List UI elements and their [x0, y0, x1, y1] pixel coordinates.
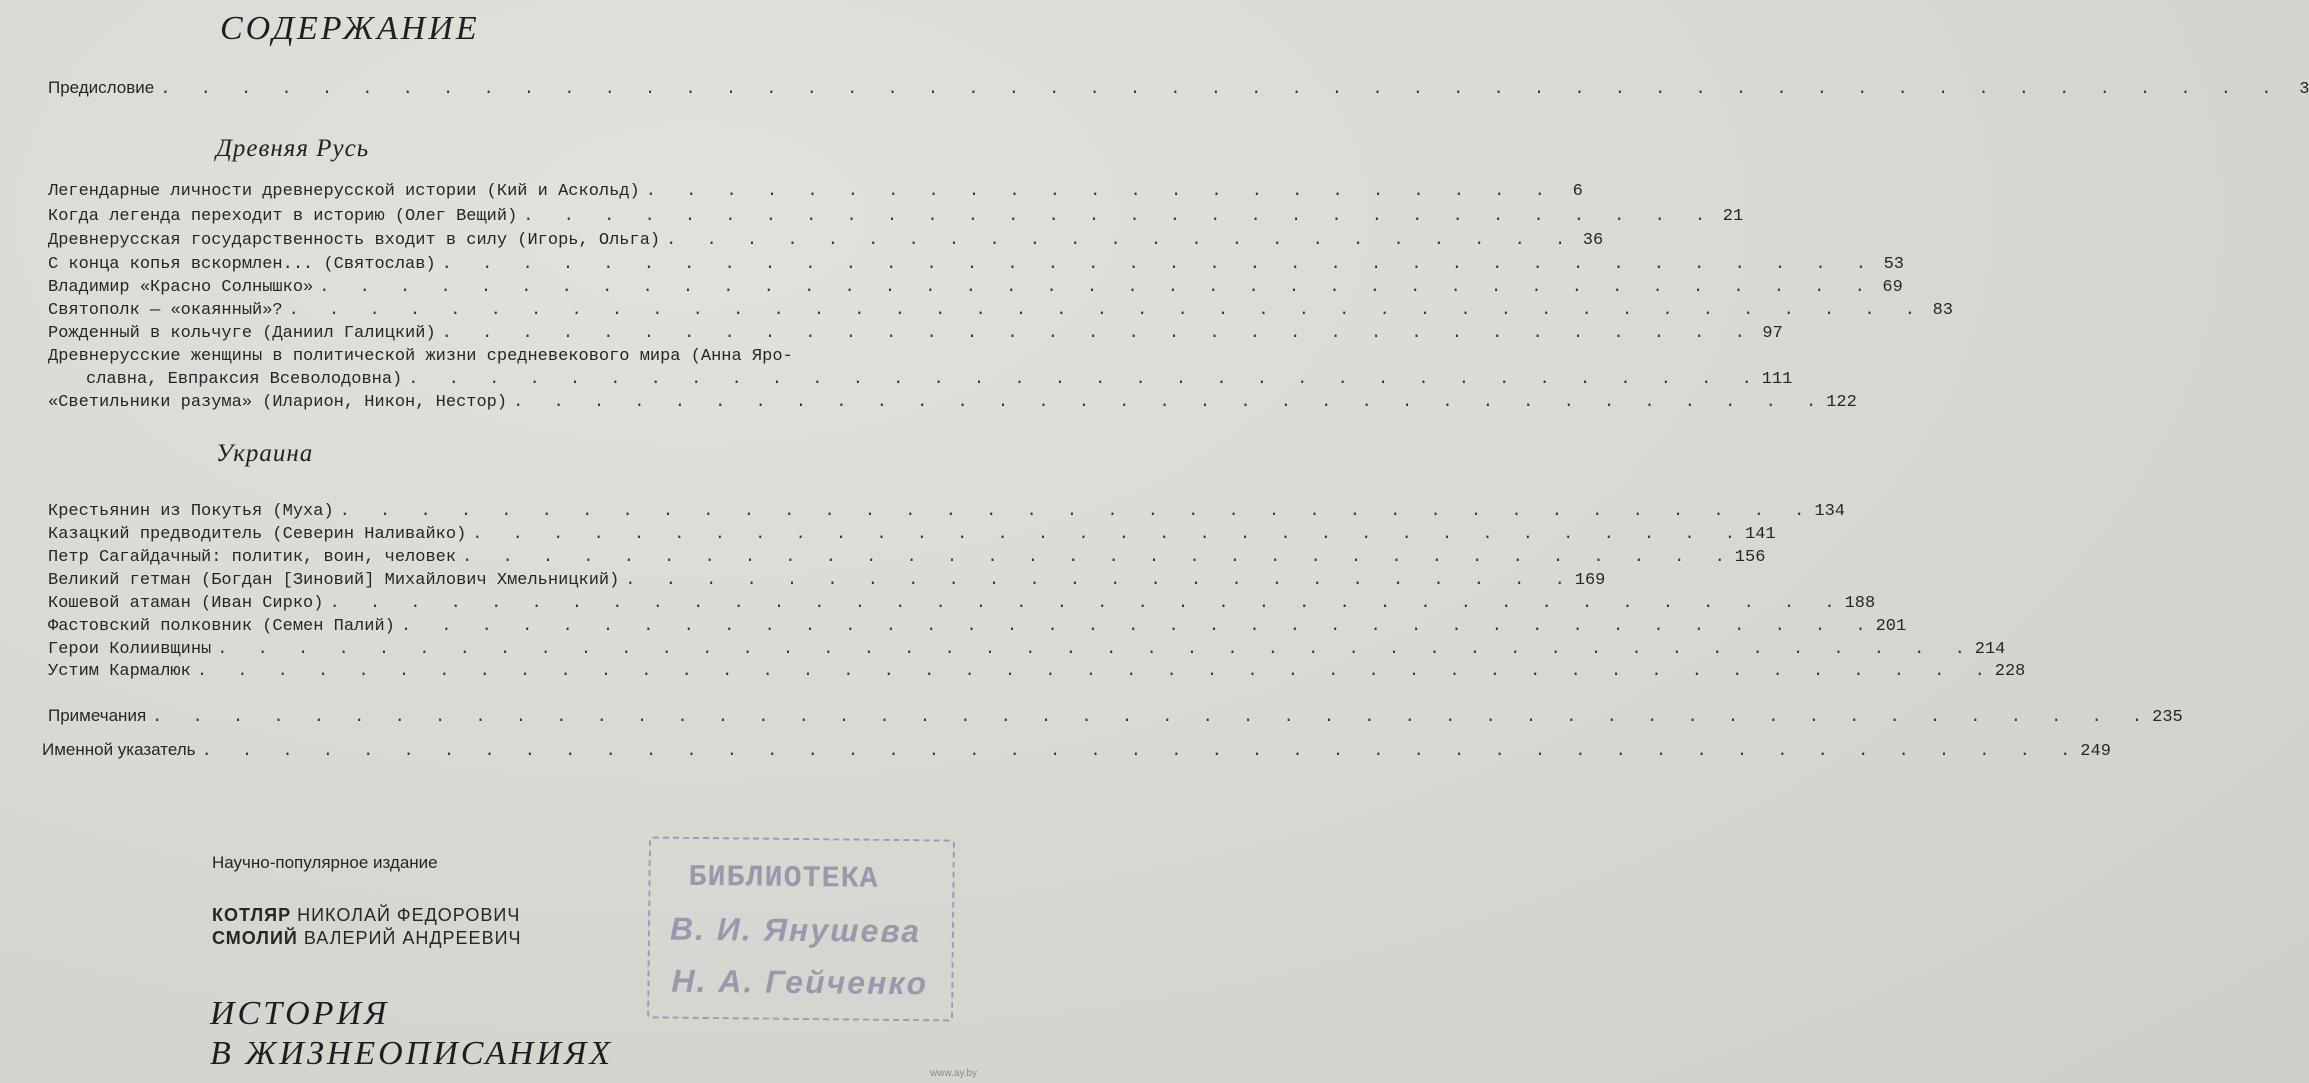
leader-dots: . . . . . . . . . . . . . . . . . . . . . . . . . . . . . . . . . .: [408, 370, 1762, 389]
toc-entry: [48, 278, 1903, 300]
entry-title: Предисловие: [48, 78, 155, 97]
entry-page: 53: [1883, 255, 1904, 274]
entry-title: Владимир «Красно Солнышко»: [48, 278, 314, 297]
book-title-line2: В ЖИЗНЕОПИСАНИЯХ: [210, 1035, 614, 1072]
watermark: www.ay.by: [930, 1068, 978, 1079]
entry-title: Устим Кармалюк: [48, 662, 191, 681]
entry-title: Крестьянин из Покутья (Муха): [48, 502, 334, 521]
toc-entry: [48, 255, 1904, 277]
entry-title: С конца копья вскормлен... (Святослав): [48, 255, 436, 274]
entry-page: 36: [1582, 231, 1604, 250]
entry-title: Рожденный в кольчуге (Даниил Галицкий): [48, 324, 436, 343]
toc-entry: [48, 525, 1776, 547]
toc-entry: [48, 502, 1845, 524]
leader-dots: . . . . . . . . . . . . . . . . . . . . . . . . . . . . . . . . . . . . . .: [329, 594, 1845, 613]
entry-page: 69: [1882, 278, 1903, 297]
entry-title: Фастовский полковник (Семен Палий): [48, 617, 395, 636]
entry-title: Казацкий предводитель (Северин Наливайко): [48, 525, 467, 544]
entry-page: 249: [2080, 742, 2111, 761]
entry-title: Петр Сагайдачный: политик, воин, человек: [48, 548, 457, 567]
toc-entry: [86, 370, 1793, 392]
entry-title: Примечания: [48, 706, 147, 725]
toc-entry: [48, 548, 1766, 570]
toc-entry: [48, 182, 1583, 204]
author-1-surname: КОТЛЯР: [212, 905, 292, 925]
toc-entry: [48, 640, 2006, 662]
author-2: [212, 928, 522, 949]
entry-title: Древнерусская государственность входит в силу (Игорь, Ольга): [48, 231, 661, 250]
leader-dots: . . . . . . . . . . . . . . . . . . . . . . .: [645, 182, 1555, 201]
section-heading-ukraine: Украина: [216, 440, 314, 467]
leader-dots: . . . . . . . . . . . . . . . . . . . . . . . . . . . . . . . . . . . . . . .: [319, 278, 1875, 297]
entry-page: 21: [1722, 207, 1744, 226]
leader-dots: . . . . . . . . . . . . . . . . . . . . . . . . . . . . . . . . . . . .: [441, 255, 1876, 274]
entry-page: 228: [1994, 662, 2026, 681]
entry-page: 3: [2299, 80, 2309, 99]
toc-entry-preface: [48, 78, 2309, 100]
leader-dots: . . . . . . . . . . . . . . . . . . . . . . . . . . . . . . . . . . . . .: [339, 502, 1815, 521]
leader-dots: . . . . . . . . . . . . . . . . . . . . . . . . . . . . . . . .: [462, 548, 1735, 567]
toc-entry: [48, 393, 1857, 415]
toc-entry: [48, 231, 1604, 253]
toc-entry-index: [42, 740, 2111, 762]
entry-page: 169: [1574, 571, 1606, 590]
entry-title: Именной указатель: [42, 740, 196, 759]
entry-title: Кошевой атаман (Иван Сирко): [48, 594, 324, 613]
leader-dots: . . . . . . . . . . . . . . . . . . . . . . . . . . . . . . . . . . . . . . . . . . . . . . . . . . . . .: [160, 80, 2282, 99]
author-2-surname: СМОЛИЙ: [212, 928, 298, 948]
leader-dots: . . . . . . . . . . . . . . . . . . . . . . . . . . . . . . . . . . . . . . . . .: [288, 301, 1925, 320]
toc-entry: [48, 662, 2026, 684]
stamp-line-name1: В. И. Янушева: [669, 910, 922, 950]
entry-title: Святополк — «окаянный»?: [48, 301, 283, 320]
entry-page: 134: [1814, 502, 1845, 521]
entry-page: 111: [1761, 370, 1793, 389]
leader-dots: . . . . . . . . . . . . . . . . . . . . . . . . . . . . . . . . .: [441, 324, 1755, 343]
entry-page: 214: [1974, 640, 2006, 659]
stamp-line-name2: Н. А. Гейченко: [671, 962, 929, 1002]
toc-entry-line1: Древнерусские женщины в политической жизни средневекового мира (Анна Яро-: [48, 347, 793, 366]
leader-dots: . . . . . . . . . . . . . . . . . . . . . . . . . . . . . . . . .: [513, 393, 1827, 412]
entry-title: Легендарные личности древнерусской истории (Кий и Аскольд): [48, 182, 640, 201]
toc-entry: [48, 617, 1907, 639]
leader-dots: . . . . . . . . . . . . . . . . . . . . . . . . . . . . . . . . . . . . . . . . . . . . . . . . . .: [152, 708, 2153, 727]
toc-entry-notes: [48, 706, 2183, 728]
entry-page: 83: [1932, 301, 1953, 320]
leader-dots: . . . . . . . . . . . . . . . . . . . . . . . . . . . . . . . . . . . . . . . . . . . . . . .: [201, 742, 2081, 761]
entry-page: 201: [1875, 617, 1907, 636]
entry-page: 6: [1572, 182, 1583, 201]
leader-dots: . . . . . . . . . . . . . . . . . . . . . . .: [666, 231, 1576, 250]
entry-title: Герои Колиивщины: [48, 640, 212, 659]
entry-title: «Светильники разума» (Иларион, Никон, Нестор): [48, 393, 508, 412]
entry-page: 235: [2152, 708, 2183, 727]
leader-dots: . . . . . . . . . . . . . . . . . . . . . . . .: [625, 571, 1575, 590]
leader-dots: . . . . . . . . . . . . . . . . . . . . . . . . . . . . . . . . . . . . .: [400, 617, 1876, 636]
author-2-name: ВАЛЕРИЙ АНДРЕЕВИЧ: [303, 928, 522, 948]
entry-page: 156: [1734, 548, 1766, 567]
toc-entry: [48, 594, 1876, 616]
stamp-line-library: БИБЛИОТЕКА: [688, 860, 879, 897]
entry-title: Великий гетман (Богдан [Зиновий] Михайлович Хмельницкий): [48, 571, 620, 590]
leader-dots: . . . . . . . . . . . . . . . . . . . . . . . . . . . . . .: [523, 207, 1716, 226]
library-stamp: [647, 836, 955, 1021]
toc-entry: [48, 301, 1953, 323]
author-1: [212, 905, 520, 926]
entry-title: Когда легенда переходит в историю (Олег Вещий): [48, 207, 518, 226]
entry-page: 188: [1844, 594, 1876, 613]
leader-dots: . . . . . . . . . . . . . . . . . . . . . . . . . . . . . . . .: [472, 525, 1745, 544]
book-title-line1: ИСТОРИЯ: [210, 995, 390, 1032]
leader-dots: . . . . . . . . . . . . . . . . . . . . . . . . . . . . . . . . . . . . . . . . . . . . .: [196, 662, 1995, 681]
toc-entry: [48, 571, 1606, 593]
edition-type: Научно-популярное издание: [212, 853, 438, 872]
toc-entry: [48, 207, 1744, 229]
entry-page: 122: [1826, 393, 1857, 412]
entry-title: славна, Евпраксия Всеволодовна): [86, 370, 403, 389]
author-1-name: НИКОЛАЙ ФЕДОРОВИЧ: [297, 905, 521, 925]
toc-entry: [48, 324, 1783, 346]
toc-title: СОДЕРЖАНИЕ: [220, 10, 480, 47]
leader-dots: . . . . . . . . . . . . . . . . . . . . . . . . . . . . . . . . . . . . . . . . . . . .: [217, 640, 1975, 659]
section-heading-ancient-rus: Древняя Русь: [216, 135, 370, 162]
entry-page: 97: [1762, 324, 1783, 343]
entry-page: 141: [1745, 525, 1776, 544]
